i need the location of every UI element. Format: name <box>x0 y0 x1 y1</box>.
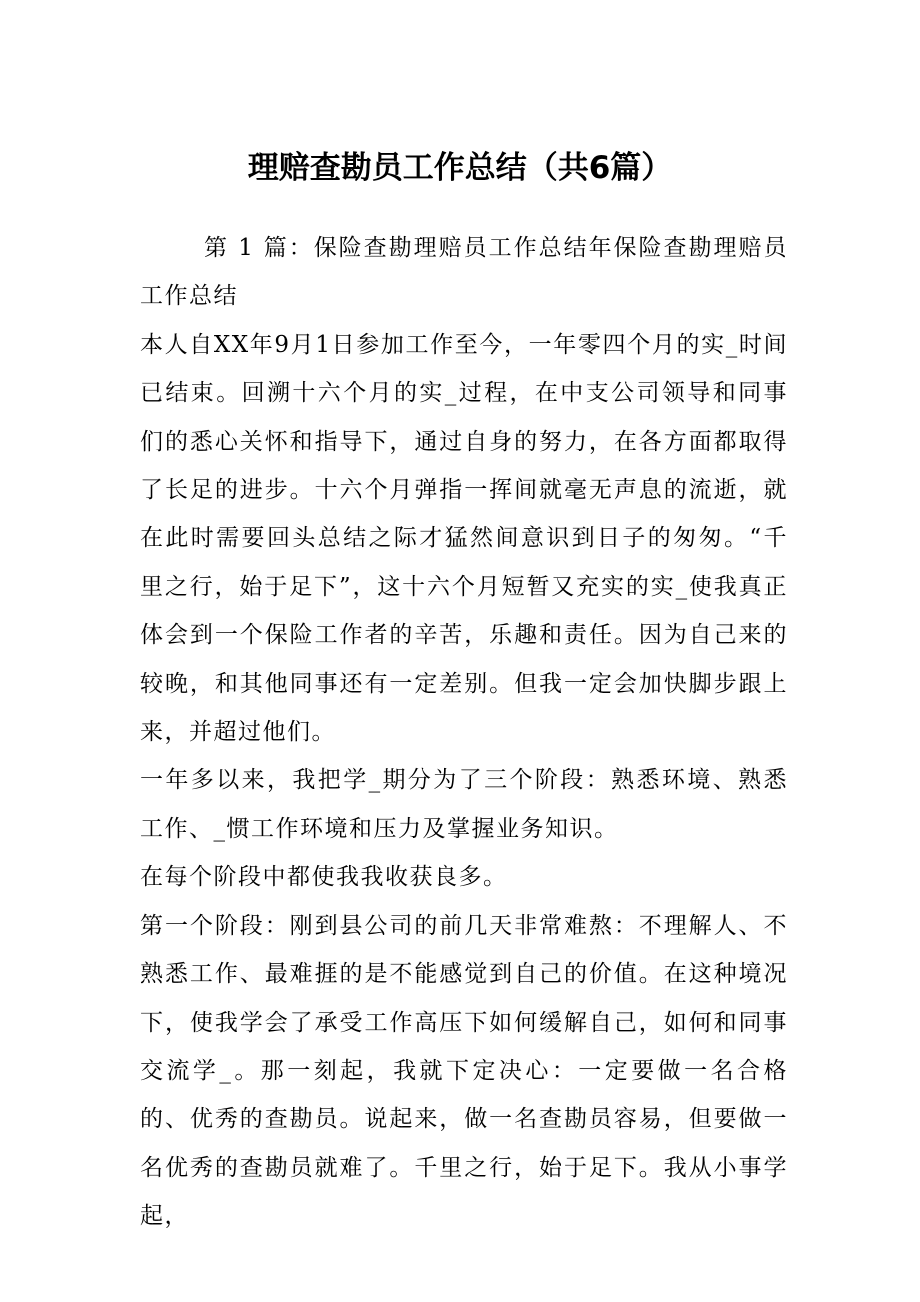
document-body <box>140 224 788 1241</box>
paragraph: 本人自XX年9月1日参加工作至今，一年零四个月的实_时间已结束。回溯十六个月的实_过程，在中支公司领导和同事们的悉心关怀和指导下，通过自身的努力，在各方面都取得了长足的进步。十六个月弹指一挥间就毫无声息的流逝，就在此时需要回头总结之际才猛然间意识到日子的匆匆。“千里之行，始于足下”，这十六个月短暂又充实的实_使我真正体会到一个保险工作者的辛苦，乐趣和责任。因为自己来的较晚，和其他同事还有一定差别。但我一定会加快脚步跟上来，并超过他们。 <box>140 331 788 746</box>
paragraph: 第一个阶段：刚到县公司的前几天非常难熬：不理解人、不熟悉工作、最难捱的是不能感觉到自己的价值。在这种境况下，使我学会了承受工作高压下如何缓解自己，如何和同事交流学_。那一刻起，我就下定决心：一定要做一名合格的、优秀的查勘员。说起来，做一名查勘员容易，但要做一名优秀的查勘员就难了。千里之行，始于足下。我从小事学起， <box>140 912 788 1230</box>
paragraph: 在每个阶段中都使我我收获良多。 <box>140 864 508 891</box>
paragraph-heading: 第 1 篇：保险查勘理赔员工作总结年保险查勘理赔员工作总结 <box>140 235 788 310</box>
document-title: 理赔查勘员工作总结（共6篇） <box>247 150 673 186</box>
paragraph: 一年多以来，我把学_期分为了三个阶段：熟悉环境、熟悉工作、_惯工作环境和压力及掌握业务知识。 <box>140 767 788 842</box>
